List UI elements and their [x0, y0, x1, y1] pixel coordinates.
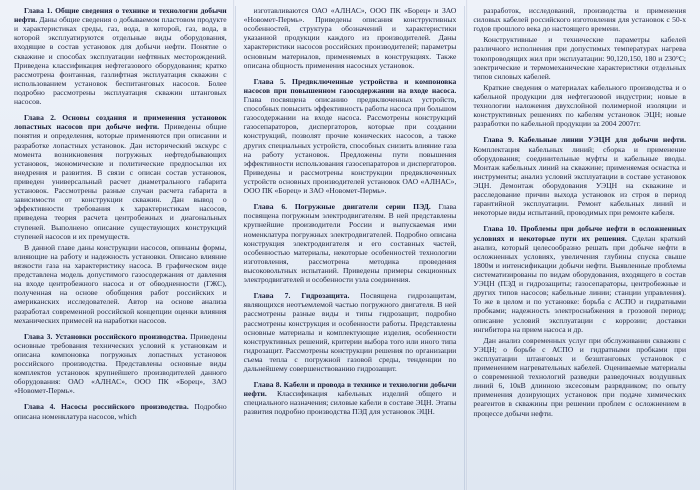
chapter-paragraph	[244, 77, 457, 195]
chapter-section	[244, 77, 457, 195]
chapter-heading: Глава 4. Насосы российского производства.	[24, 402, 189, 412]
chapter-section	[14, 113, 227, 325]
chapter-paragraph	[473, 6, 686, 33]
paragraph-text: Приведены основные требования технических условий к установкам и описана компоновка погружных лопастных установок российского производства. Представлены основные виды комплектов установок крупнейшего производителей данного оборудования: ОАО «АЛНАС», ООО ПК «Борец», ЗАО «Новомет-Пермь».	[14, 331, 227, 396]
paragraph-text: Глава посвящена погружным электродвигателям. В ней представлены крупнейшие производители России и выпускаемая ими номенклатура погружных электродвигателей. Подробно описана конструкция электродвигателя и его составных частей, особенностью материалы, некоторые особенностей технологии изготовления, рассмотрена методика проведения высоковольтных испытаний. Приведены примеры секционных электродвигателей и особенности узла соединения.	[243, 202, 457, 285]
chapter-section	[14, 332, 227, 396]
chapter-section	[244, 6, 457, 70]
chapter-heading: Глава 7. Гидрозащита.	[253, 291, 350, 301]
paragraph-text: Даны общие сведения о добываемом пластовом продукте и характеристиках среды, газ, вода, в которой, газ, вода, в которой эксплуатируются отдельные виды оборудования, входящие в состав установок для добычи нефти. Понятие о скважине и способах эксплуатации нефтяных месторождений. Приведена классификация нефтегазового оборудования; кратко рассмотрена фонтанная, газлифтная эксплуатация скважин с использованием установок беспитанговых насосов. Более подробно рассмотрены эксплуатация скважин штанговых насосов.	[14, 15, 227, 107]
paragraph-text: Приведены общие понятия и определения, которые применяются при описании и разработке лопастных установок. Дан исторический экскурс с момента возникновения погружных нефтедобывающих установок, экономические и политические предпосылки их внедрения и развития. В связи с описан состав установок, приведен универсальный расчет диаметрального габарита установок. Рассмотрены разные случаи расчета габарита в зависимости от конструкции скважин. Дан вывод о эффективности требования к характеристикам насосов, приведена теория расчета центробежных и диагональных ступеней. Выполнено описание существующих конструкций ступеней насосов и их премуществ.	[14, 122, 227, 241]
chapter-paragraph	[14, 6, 227, 106]
chapter-section	[244, 202, 457, 284]
chapter-section	[473, 224, 686, 417]
chapter-paragraph	[244, 291, 457, 373]
chapter-heading: Глава 5. Предвключенные устройства и компоновка насосов при повышенном газосодержании на входе насоса.	[243, 76, 457, 95]
text-column-1	[6, 6, 235, 490]
chapter-paragraph	[473, 336, 686, 418]
chapter-paragraph	[244, 380, 457, 416]
paragraph-text: Классификация кабельных изделий общего и специального назначения; силовые кабели в составе ЭЦН. Этапы развития подробно производства ПЭД для установок ЭЦН.	[243, 389, 457, 417]
text-column-2	[235, 6, 465, 490]
chapter-heading: Глава 10. Проблемы при добыче нефти в осложненных условиях и некоторые пути их решения.	[473, 224, 687, 243]
paragraph-text: Сделан краткий анализ, который целесообразно решать при добыче нефти в осложненных условиях, увеличения глубины спуска свыше 1800м и интенсификации добычи нефти. Выявленные проблемы систематизированы по видам оборудования, входящего в состав УЭЦН (ПЭД и гидрозащиты; газосепараторы, центробежные и других типов насосов; кабельные линии; станции управления). То же в целом и по установке: борьба с АСПО и гидратными пробками; надежность электроснабжения в грозовой период; описание условий эксплуатации с коррозии; доставки ингибитора на прием насоса и др.	[473, 233, 687, 334]
paragraph-text: Подробно описана номенклатура насосов, which	[14, 402, 227, 421]
chapter-paragraph	[244, 202, 457, 284]
paragraph-text: Посвящена гидрозащитам, являющихся неотъемлемой частью погружного двигателя. В ней рассмотрены разные виды и типы гидрозащит, подробно рассмотрены конструкция и особенности работы. Представлены основные материалы и комплектующие изделия, особенности конструктивных решений, критерии выбора того или иного типа гидрозащит. Рассмотрены конструкции решения по организации съема тепла с погружной газовой среды, тенденции по дальнейшему совершенствованию гидрозащит.	[243, 291, 457, 374]
fold-line	[466, 0, 468, 490]
fold-line	[233, 0, 235, 490]
chapter-heading: Глава 3. Установки российского производства.	[24, 331, 188, 341]
chapter-paragraph	[473, 35, 686, 81]
paragraph-text: Конструктивные и технические параметры кабелей различного исполнения при допустимых температурах нагрева токопроводящих жил при эксплуатации: 90,120,150, 180 и 230°С; электрические и термомеханические характеристики отдельных типов силовых кабелей.	[473, 35, 687, 81]
paragraph-text: Глава посвящена описанию предвключенных устройств, способных повысить эффективность работы насоса при большом газосодержании на входе насоса. Рассмотрены конструкций газосепараторов, диспергаторов, которые при создании конструкций, позволят прочие конических насосов, a также других специальных устройств, способных снизить влияние газа на работу установок. Предложены пути повышения эффективности использования газосепараторов и диспергаторов. Приведены и рассмотрены конструкции предвключенных устройств основных производителей установок ОАО «АЛНАС», ООО ПК «Борец» и ЗАО «Новомет-Пермь».	[243, 94, 457, 196]
paragraph-text: Дан анализ современных услуг при обслуживании скважин с УЭЦН; о борьбе с АСПО и гидратными пробками при эксплуатации штанговых и безштанговых установок с применением нагревательных кабелей. Оцениваемые материалы о современной технологий разведки разведочных воздушных линий 6, 10кВ длинною зксесовым разрядником; по опыту применения дозирующих установок при подаче химических реагентов в скважины при решении проблем с осложнением в процессе добычи нефти.	[473, 335, 687, 418]
chapter-heading: Глава 6. Погружные двигатели серии ПЭД.	[253, 202, 431, 212]
chapter-section	[14, 6, 227, 106]
chapter-paragraph	[14, 332, 227, 396]
chapter-paragraph	[14, 243, 227, 325]
paragraph-text: В данной главе даны конструкции насосов, опинаны формы, влияющие на работу и надежность установки. Описано влияние вязкости газа на характеристику насоса. В графическом виде представлена модель допустимого газосодержания от давления на входе центробежного насоса и от обводненности (ГЖС), полученная на основе обобщения работ российских и американских исследователей. Автор на основе анализа разработал современной российской концепции оценки влияния механических примесей на наработки насосов.	[14, 242, 227, 325]
chapter-section	[473, 6, 686, 128]
chapter-heading: Глава 8. Кабели и провода в технике и технологии добычи нефти.	[243, 380, 457, 399]
chapter-paragraph	[14, 113, 227, 241]
chapter-paragraph	[473, 83, 686, 129]
chapter-heading: Глава 2. Основы создания и применения установок лопастных насосов при добыче нефти.	[14, 113, 227, 132]
chapter-paragraph	[14, 402, 227, 420]
paragraph-text: Краткие сведения о материалах кабельного производства и о кабельной продукции для нефтегазовой индустрии; новые в технологии наложения двухслойной полимерной изоляции и конструктивных решениях по кабелям установок ЭЦН; новые разработки по кабельной продукции за 2004 2007гг.	[473, 82, 687, 129]
chapter-section	[473, 135, 686, 217]
chapter-heading: Глава 1. Общие сведения о технике и технологии добычи нефти.	[14, 6, 227, 25]
chapter-paragraph	[244, 6, 457, 70]
chapter-section	[244, 380, 457, 416]
text-column-3	[464, 6, 694, 490]
paragraph-text: разработок, исследований, производства и применения силовых кабелей российского изготовления для установок с 50-х годов прошлого века до настоящего времени.	[473, 6, 687, 34]
paragraph-text: Комплектация кабельных линий; сборка и применение оборудования; соединительные муфты и кабельные вводы. Монтаж кабельных линий на скважине; применяемая оснастка и инструменты; анализ условий эксплуатации в составе установок ЭЦН. Демонтаж оборудования УЭЦН на скважине и расследование причин выхода установок из строя в период гарантийной эксплуатации. Ремонт кабельных линий и некоторые виды испытаний, проводимых при ремонте кабеля.	[473, 144, 687, 218]
chapter-section	[14, 402, 227, 420]
chapter-paragraph	[473, 224, 686, 333]
chapter-section	[244, 291, 457, 373]
chapter-paragraph	[473, 135, 686, 217]
paragraph-text: изготавливаются ОАО «АЛНАС», ООО ПК «Борец» и ЗАО «Новомет-Пермь». Приведены описания конструктивных особенностей, структура обозначений и характеристики указанной продукции каждого из производителей. Даны характеристики насосов российских производителей; параметры основным материалов, применяемых в конструкциях. Также описана общность применения насосных установок.	[243, 6, 457, 70]
chapter-heading: Глава 9. Кабельные линии УЭЦН для добычи нефти.	[483, 135, 687, 145]
